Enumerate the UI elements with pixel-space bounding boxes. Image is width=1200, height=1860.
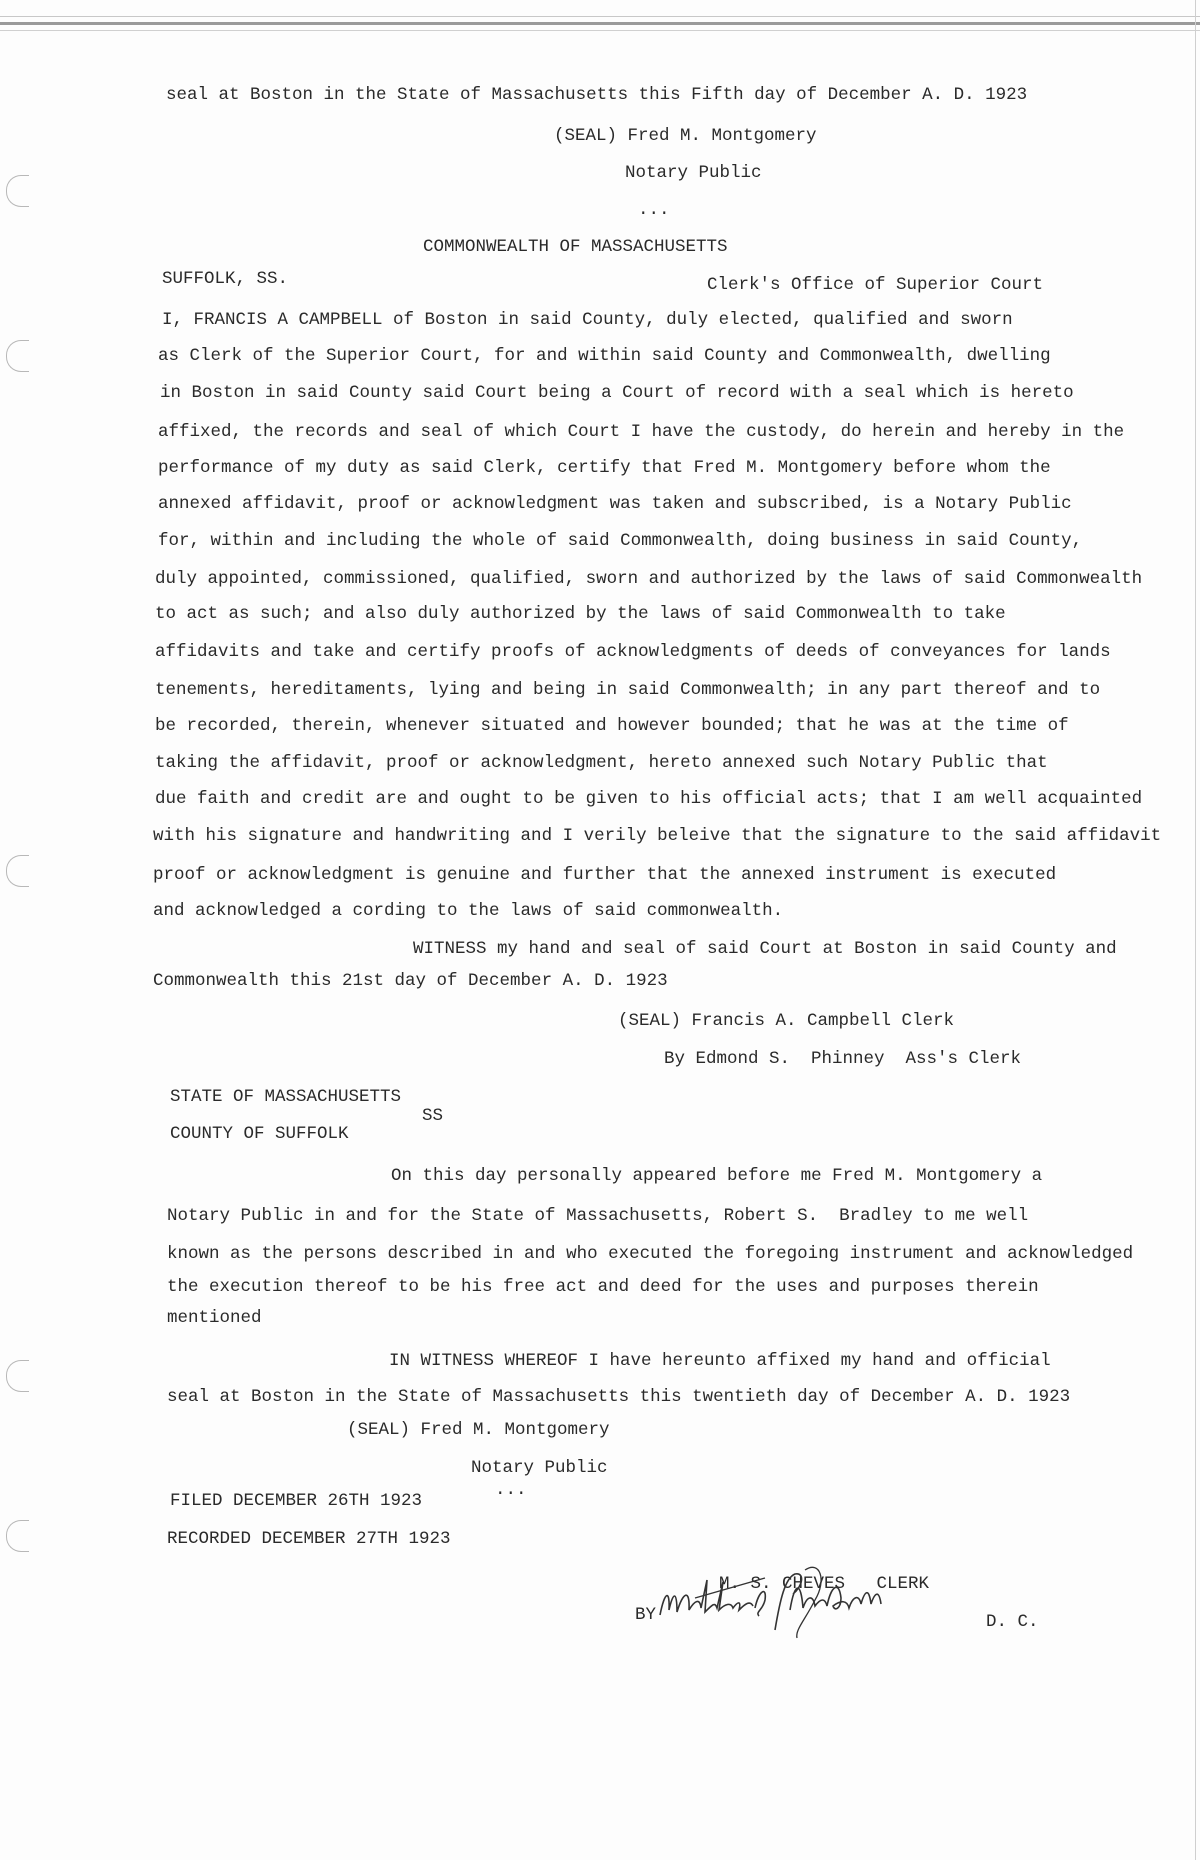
witness-line: IN WITNESS WHEREOF I have hereunto affixed my hand and official [389, 1351, 1051, 1371]
body-line: affidavits and take and certify proofs of acknowledgments of deeds of conveyances for lands [155, 642, 1111, 662]
separator-dots: ... [495, 1480, 527, 1500]
witness-line: seal at Boston in the State of Massachusetts this twentieth day of December A. D. 1923 [167, 1387, 1071, 1407]
page-edge-line [0, 22, 1200, 25]
filed-date: FILED DECEMBER 26TH 1923 [170, 1491, 423, 1511]
office-name: Clerk's Office of Superior Court [707, 275, 1044, 295]
punch-hole-icon [6, 175, 29, 207]
text-line: seal at Boston in the State of Massachusetts this Fifth day of December A. D. 1923 [166, 85, 1028, 105]
notary-seal-name: (SEAL) Fred M. Montgomery [554, 126, 817, 146]
body-line: taking the affidavit, proof or acknowledgment, hereto annexed such Notary Public that [155, 753, 1048, 773]
state-heading: STATE OF MASSACHUSETTS [170, 1087, 402, 1107]
body-line: Notary Public in and for the State of Massachusetts, Robert S. Bradley to me well [167, 1206, 1029, 1226]
body-line: affixed, the records and seal of which Court I have the custody, do herein and hereby in the [158, 422, 1125, 442]
body-line: to act as such; and also duly authorized by the laws of said Commonwealth to take [155, 604, 1006, 624]
body-line: performance of my duty as said Clerk, certify that Fred M. Montgomery before whom the [158, 458, 1051, 478]
page-edge-line [1195, 0, 1196, 1860]
notary-title: Notary Public [471, 1458, 608, 1478]
separator-dots: ... [638, 200, 670, 220]
ss-mark: SS [422, 1106, 444, 1126]
page-edge-line [0, 30, 1200, 31]
punch-hole-icon [6, 855, 29, 887]
body-line: with his signature and handwriting and I verily beleive that the signature to the said affidavit [153, 826, 1162, 846]
body-line: and acknowledged a cording to the laws of said commonwealth. [153, 901, 784, 921]
notary-title: Notary Public [625, 163, 762, 183]
body-line: the execution thereof to be his free act and deed for the uses and purposes therein [167, 1277, 1039, 1297]
witness-line: WITNESS my hand and seal of said Court at Boston in said County and [413, 939, 1117, 959]
witness-line: Commonwealth this 21st day of December A. D. 1923 [153, 971, 668, 991]
punch-hole-icon [6, 1360, 29, 1392]
body-line: proof or acknowledgment is genuine and further that the annexed instrument is executed [153, 865, 1057, 885]
handwritten-signature [655, 1560, 955, 1640]
body-line: in Boston in said County said Court being a Court of record with a seal which is hereto [160, 383, 1074, 403]
body-line: due faith and credit are and ought to be given to his official acts; that I am well acquainted [155, 789, 1143, 809]
body-line: as Clerk of the Superior Court, for and within said County and Commonwealth, dwelling [158, 346, 1051, 366]
register-clerk: M. S. CHEVES CLERK [719, 1574, 930, 1594]
deputy-clerk-label: D. C. [986, 1612, 1039, 1632]
recorded-date: RECORDED DECEMBER 27TH 1923 [167, 1529, 451, 1549]
clerk-seal-name: (SEAL) Francis A. Campbell Clerk [618, 1011, 955, 1031]
body-line: I, FRANCIS A CAMPBELL of Boston in said County, duly elected, qualified and sworn [162, 310, 1013, 330]
body-line: duly appointed, commissioned, qualified, sworn and authorized by the laws of said Commonwealth [155, 569, 1143, 589]
body-line: tenements, hereditaments, lying and being in said Commonwealth; in any part thereof and to [155, 680, 1101, 700]
body-line: for, within and including the whole of said Commonwealth, doing business in said County, [158, 531, 1083, 551]
body-line: annexed affidavit, proof or acknowledgment was taken and subscribed, is a Notary Public [158, 494, 1072, 514]
body-line: mentioned [167, 1308, 262, 1328]
venue: SUFFOLK, SS. [162, 269, 289, 289]
page-edge-line [0, 16, 1200, 17]
body-line: On this day personally appeared before me Fred M. Montgomery a [391, 1166, 1043, 1186]
by-label: BY [635, 1605, 657, 1625]
notary-seal-name: (SEAL) Fred M. Montgomery [347, 1420, 610, 1440]
punch-hole-icon [6, 340, 29, 372]
punch-hole-icon [6, 1520, 29, 1552]
assistant-clerk: By Edmond S. Phinney Ass's Clerk [664, 1049, 1022, 1069]
body-line: known as the persons described in and who executed the foregoing instrument and acknowledged [167, 1244, 1134, 1264]
section-heading: COMMONWEALTH OF MASSACHUSETTS [423, 237, 728, 257]
body-line: be recorded, therein, whenever situated and however bounded; that he was at the time of [155, 716, 1069, 736]
county-heading: COUNTY OF SUFFOLK [170, 1124, 349, 1144]
